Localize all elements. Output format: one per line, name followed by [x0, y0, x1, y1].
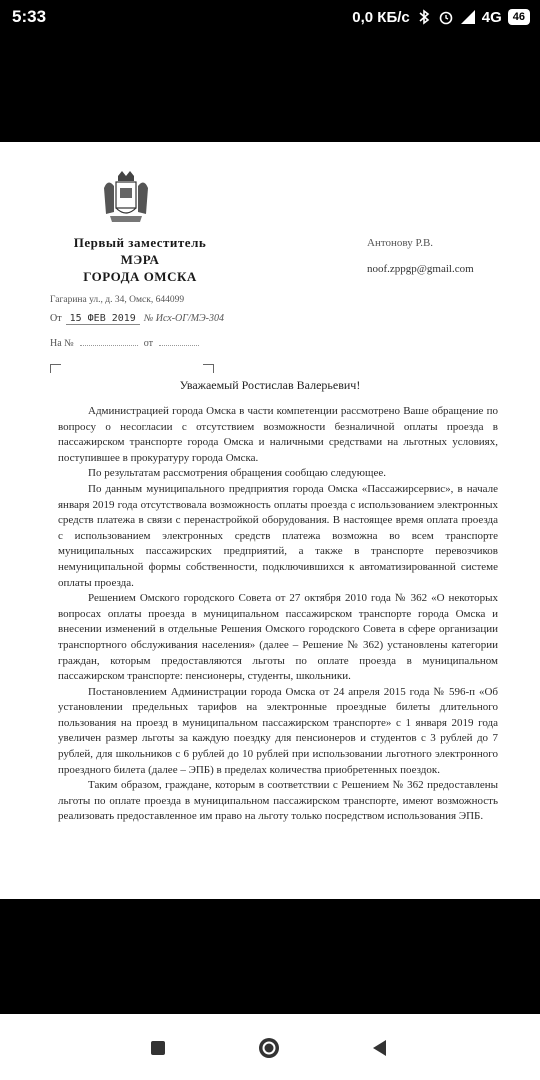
paragraph: Решением Омского городского Совета от 27 октября 2010 года № 362 «О некоторых вопросах оплаты проезда в муниципальном пассажирском транспорте города Омска и внесении изменений в отдельные Решения Омского городского Совета в сфере организации транспортного обслуживания населения» (далее – Решение № 362) установлены категории граждан, которым предоставляются льготы по оплате проезда в муниципальном пассажирском транспорте: пенсионеры, студенты, школьники. — [58, 592, 498, 683]
from-label: От — [50, 313, 62, 324]
in-reply-line — [50, 338, 199, 349]
alarm-icon — [438, 9, 454, 25]
issuer-line-2: МЭРА — [120, 252, 160, 267]
status-time: 5:33 — [12, 7, 47, 26]
issuer-line-3: ГОРОДА ОМСКА — [83, 269, 197, 284]
navigation-bar — [0, 1014, 540, 1080]
letter-date: 15 ФЕВ 2019 — [66, 313, 140, 325]
issuer-title — [50, 234, 230, 285]
addressee-name: Антонову Р.В. — [367, 237, 434, 249]
status-right — [352, 9, 530, 26]
paragraph: Таким образом, граждане, которым в соответствии с Решением № 362 предоставлены льготы по оплате проезда в муниципальном пассажирском транспорте, имеют возможность реализовать предоставленное им право на льготу только посредством использования ЭПБ. — [58, 779, 498, 823]
signal-icon — [460, 9, 476, 25]
ot-blank — [159, 345, 199, 346]
ot-label: от — [143, 338, 153, 349]
battery-indicator: 46 — [508, 9, 530, 25]
omsk-coat-of-arms-icon — [96, 168, 156, 230]
network-type: 4G — [481, 8, 502, 26]
recent-apps-button[interactable] — [146, 1036, 170, 1060]
registration-number: № Исх-ОГ/МЭ-304 — [143, 313, 224, 324]
reference-line — [50, 313, 224, 325]
paragraph: По результатам рассмотрения обращения сообщаю следующее. — [88, 467, 386, 480]
document-image — [0, 142, 540, 899]
home-button[interactable] — [257, 1036, 281, 1060]
paragraph: Администрацией города Омска в части компетенции рассмотрено Ваше обращение по вопросу о несогласии с отсутствием возможности безналичной оплаты проезда в пассажирском транспорте города Омска и наличными средствами на льготных условиях, поступившее в прокуратуру города Омска. — [58, 405, 498, 464]
back-button[interactable] — [368, 1036, 392, 1060]
greeting: Уважаемый Ростислав Валерьевич! — [179, 378, 361, 392]
issuer-address: Гагарина ул., д. 34, Омск, 644099 — [50, 295, 185, 305]
corner-mark-right — [203, 364, 214, 373]
issuer-line-1: Первый заместитель — [73, 235, 207, 250]
network-speed: 0,0 КБ/с — [352, 8, 410, 26]
na-label: На № — [50, 338, 74, 349]
bluetooth-icon — [416, 9, 432, 25]
corner-mark-left — [50, 364, 61, 373]
status-bar — [0, 0, 540, 34]
paragraph: Постановлением Администрации города Омска от 24 апреля 2015 года № 596-п «Об установлении предельных тарифов на электронные проездные билеты длительного пользования на проезд в муниципальном пассажирском транспорте» с 1 января 2019 года увеличен размер льготы за каждую поездку для пенсионеров и студентов с 3 рублей до 7 рублей, для школьников с 6 рублей до 10 рублей при использовании льготного электронного проездного билета (далее – ЭПБ) в пределах количества приобретенных поездок. — [58, 685, 498, 776]
paragraph: По данным муниципального предприятия города Омска «Пассажирсервис», в начале января 2019 года отсутствовала возможность оплаты проезда с использованием электронных средств платежа в связи с перенастройкой оборудования. В настоящее время оплата проезда с использованием электронных средств платежа возможна во всем транспорте муниципальных пассажирских предприятий, а также в транспорте перевозчиков немуниципальной формы собственности, подключившихся к автоматизированной системе оплаты проезда. — [58, 482, 498, 589]
letter-body — [58, 404, 498, 825]
addressee-email: noof.zppgp@gmail.com — [367, 263, 474, 275]
na-blank — [80, 345, 138, 346]
